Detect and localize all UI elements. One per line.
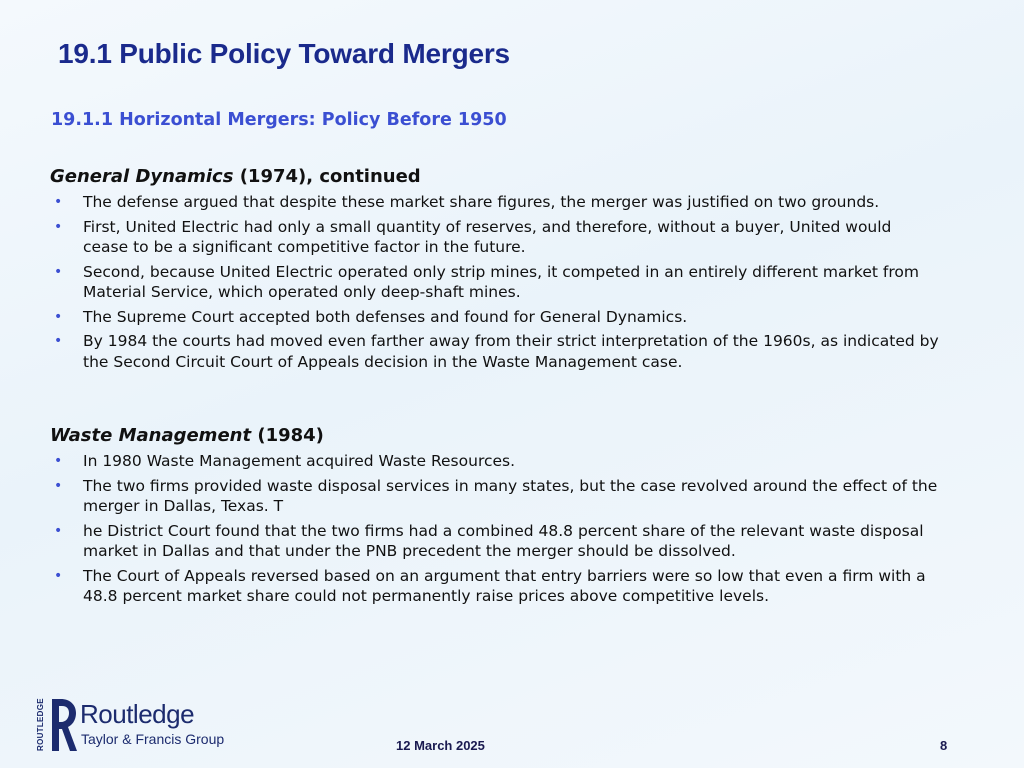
list-item: [50, 307, 940, 328]
bullet-text: Second, because United Electric operated only strip mines, it competed in an entirely different market from Material Service, which operated only deep-shaft mines.: [83, 262, 919, 301]
list-item: [50, 331, 940, 372]
slide-title: 19.1 Public Policy Toward Mergers: [58, 38, 510, 69]
list-item: [50, 476, 940, 517]
case-heading: [50, 424, 940, 448]
page-number: 8: [940, 738, 948, 753]
routledge-logo: [36, 697, 226, 753]
bullet-icon: •: [54, 263, 63, 280]
bullet-text: First, United Electric had only a small quantity of reserves, and therefore, without a buyer, United would cease to be a significant competitive factor in the future.: [83, 217, 892, 256]
bullet-text: The Supreme Court accepted both defenses and found for General Dynamics.: [83, 307, 688, 326]
case-name: General Dynamics: [50, 166, 234, 187]
bullet-text: The defense argued that despite these market share figures, the merger was justified on two grounds.: [83, 193, 880, 211]
slide-subtitle: 19.1.1 Horizontal Mergers: Policy Before 1950: [51, 110, 507, 130]
bullet-list: [50, 192, 940, 372]
footer-date: 12 March 2025: [396, 738, 485, 753]
list-item: [50, 217, 940, 258]
routledge-r-icon: [48, 697, 78, 753]
case-heading: [50, 165, 940, 189]
case-suffix: (1974), continued: [233, 166, 421, 187]
bullet-icon: •: [54, 308, 63, 325]
section-general-dynamics: [50, 165, 940, 376]
case-suffix: (1984): [251, 425, 324, 446]
list-item: [50, 566, 940, 607]
bullet-text: By 1984 the courts had moved even farther away from their strict interpretation of the 1960s, as indicated by the Second Circuit Court of Appeals decision in the Waste Management case.: [83, 332, 939, 371]
logo-group: Taylor & Francis Group: [81, 731, 225, 747]
bullet-text: The Court of Appeals reversed based on an argument that entry barriers were so low that even a firm with a 48.8 percent market share could not permanently raise prices above competitive levels.: [83, 566, 926, 605]
list-item: [50, 521, 940, 562]
list-item: [50, 192, 940, 213]
bullet-list: [50, 451, 940, 607]
logo-brand: Routledge: [80, 699, 195, 729]
bullet-icon: •: [54, 333, 63, 349]
bullet-icon: •: [54, 453, 63, 469]
list-item: [50, 451, 940, 472]
bullet-text: In 1980 Waste Management acquired Waste Resources.: [83, 452, 516, 470]
list-item: [50, 262, 940, 303]
bullet-text: he District Court found that the two firms had a combined 48.8 percent share of the relevant waste disposal market in Dallas and that under the PNB precedent the merger should be dissolved.: [83, 521, 924, 560]
bullet-icon: •: [54, 477, 63, 494]
section-waste-management: [50, 424, 940, 611]
bullet-icon: •: [54, 218, 63, 235]
bullet-icon: •: [54, 194, 63, 210]
bullet-icon: •: [54, 522, 63, 539]
bullet-text: The two firms provided waste disposal services in many states, but the case revolved around the effect of the merger in Dallas, Texas. T: [83, 476, 938, 515]
logo-vertical-text: ROUTLEDGE: [36, 698, 45, 751]
bullet-icon: •: [54, 567, 63, 584]
case-name: Waste Management: [50, 425, 252, 446]
